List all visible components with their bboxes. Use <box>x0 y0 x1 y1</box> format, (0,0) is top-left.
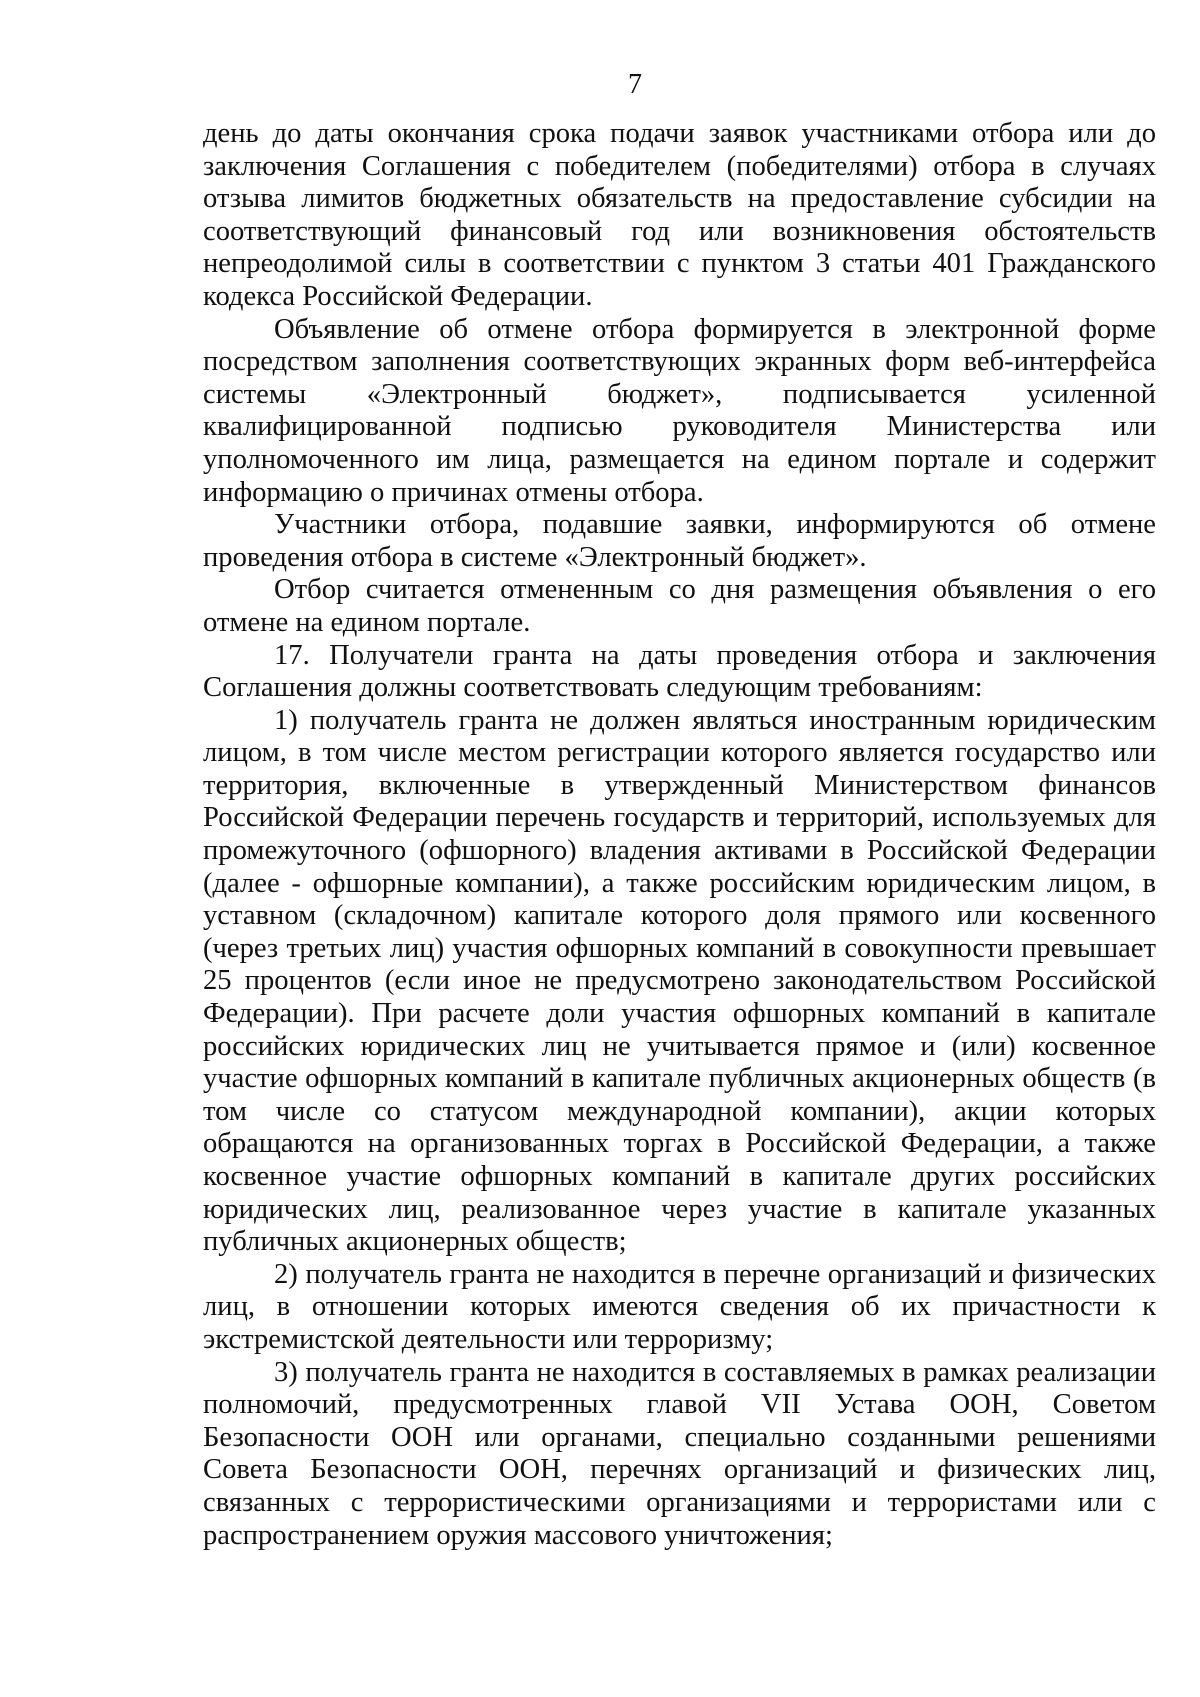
paragraph-requirement-3: 3) получатель гранта не находится в составляемых в рамках реализации полномочий, предусмотренных главой VII Устава ООН, Советом Безопасности ООН или органами, специально созданными решениями Совета Безопасности ООН, перечнях организаций и физических лиц, связанных с террористическими организациями и террористами или с распространением оружия массового уничтожения; <box>203 1356 1156 1551</box>
paragraph-selection-cancelled: Отбор считается отмененным со дня размещения объявления о его отмене на едином портале. <box>203 574 1156 638</box>
paragraph-requirement-2: 2) получатель гранта не находится в перечне организаций и физических лиц, в отношении которых имеются сведения об их причастности к экстремистской деятельности или терроризму; <box>203 1258 1156 1355</box>
document-body <box>203 118 1156 1552</box>
paragraph-cancellation-deadline: день до даты окончания срока подачи заявок участниками отбора или до заключения Соглашения с победителем (победителями) отбора в случаях отзыва лимитов бюджетных обязательств на предоставление субсидии на соответствующий финансовый год или возникновения обстоятельств непреодолимой силы в соответствии с пунктом 3 статьи 401 Гражданского кодекса Российской Федерации. <box>203 118 1156 312</box>
page-number: 7 <box>628 69 642 100</box>
paragraph-item-17: 17. Получатели гранта на даты проведения отбора и заключения Соглашения должны соответствовать следующим требованиям: <box>203 639 1156 704</box>
paragraph-participants-informed: Участники отбора, подавшие заявки, информируются об отмене проведения отбора в системе «Электронный бюджет». <box>203 509 1156 573</box>
paragraph-cancellation-announcement: Объявление об отмене отбора формируется в электронной форме посредством заполнения соответствующих экранных форм веб-интерфейса системы «Электронный бюджет», подписывается усиленной квалифицированной подписью руководителя Министерства или уполномоченного им лица, размещается на едином портале и содержит информацию о причинах отмены отбора. <box>203 313 1156 508</box>
paragraph-requirement-1: 1) получатель гранта не должен являться иностранным юридическим лицом, в том числе местом регистрации которого является государство или территория, включенные в утвержденный Министерством финансов Российской Федерации перечень государств и территорий, используемых для промежуточного (офшорного) владения активами в Российской Федерации (далее - офшорные компании), а также российским юридическим лицом, в уставном (складочном) капитале которого доля прямого или косвенного (через третьих лиц) участия офшорных компаний в совокупности превышает 25 процентов (если иное не предусмотрено законодательством Российской Федерации). При расчете доли участия офшорных компаний в капитале российских юридических лиц не учитывается прямое и (или) косвенное участие офшорных компаний в капитале публичных акционерных обществ (в том числе со статусом международной компании), акции которых обращаются на организованных торгах в Российской Федерации, а также косвенное участие офшорных компаний в капитале других российских юридических лиц, реализованное через участие в капитале указанных публичных акционерных обществ; <box>203 704 1156 1258</box>
